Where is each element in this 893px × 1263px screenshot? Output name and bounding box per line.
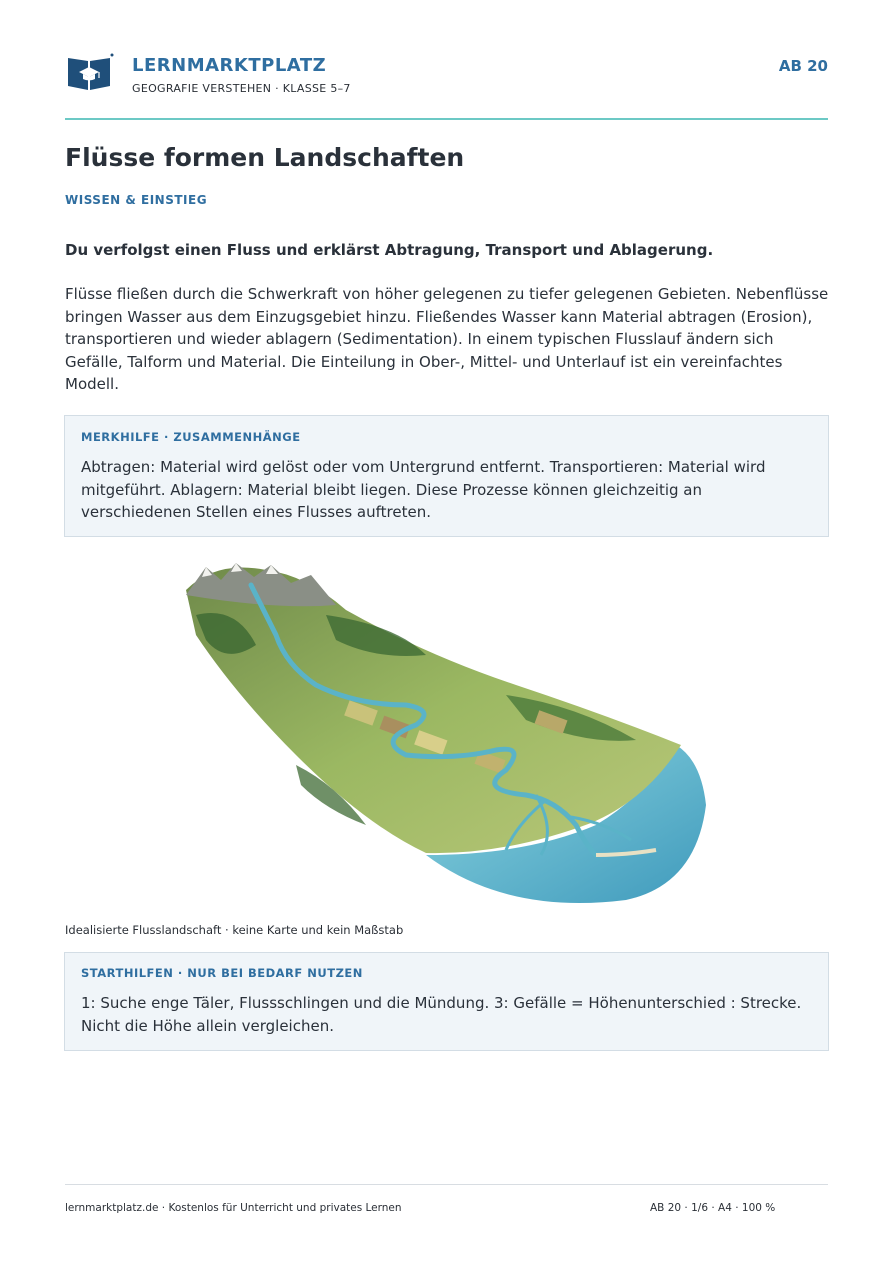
header-divider <box>65 118 828 120</box>
brand-name: LERNMARKTPLATZ <box>132 55 327 76</box>
page-title: Flüsse formen Landschaften <box>65 143 465 172</box>
footer-divider <box>65 1184 828 1185</box>
section-label: WISSEN & EINSTIEG <box>65 193 208 207</box>
intro-paragraph: Flüsse fließen durch die Schwerkraft von höher gelegenen zu tiefer gelegenen Gebieten. Nebenflüsse bringen Wasser aus dem Einzugsgebiet hinzu. Fließendes Wasser kann Material abtragen (Erosion), transportieren und wieder ablagern (Sedimentation). In einem typischen Flusslauf ändern sich Gefälle, Talform und Material. Die Einteilung in Ober-, Mittel- und Unterlauf ist ein vereinfachtes Modell. <box>65 285 829 393</box>
figure-caption: Idealisierte Flusslandschaft · keine Karte und kein Maßstab <box>65 923 404 937</box>
book-cap-logo-icon <box>66 52 114 92</box>
starthilfen-label: STARTHILFEN · NUR BEI BEDARF NUTZEN <box>81 966 363 980</box>
merkhilfe-box <box>64 415 829 537</box>
brand-subtitle: GEOGRAFIE VERSTEHEN · KLASSE 5–7 <box>132 82 351 95</box>
merkhilfe-text: Abtragen: Material wird gelöst oder vom Untergrund entfernt. Transportieren: Material wird mitgeführt. Ablagern: Material bleibt liegen. Diese Prozesse können gleichzeitig an verschiedenen Stellen eines Flusses auftreten. <box>81 458 766 521</box>
sheet-code: AB 20 <box>778 57 828 75</box>
merkhilfe-label: MERKHILFE · ZUSAMMENHÄNGE <box>81 430 301 444</box>
river-landscape-illustration <box>176 555 716 915</box>
footer-site: lernmarktplatz.de · Kostenlos für Unterricht und privates Lernen <box>65 1202 402 1214</box>
footer-page-info: AB 20 · 1/6 · A4 · 100 % <box>650 1202 776 1214</box>
lead-sentence: Du verfolgst einen Fluss und erklärst Abtragung, Transport und Ablagerung. <box>65 241 714 259</box>
starthilfen-box <box>64 952 829 1051</box>
starthilfen-text: 1: Suche enge Täler, Flussschlingen und die Mündung. 3: Gefälle = Höhenunterschied : Strecke. Nicht die Höhe allein vergleichen. <box>81 994 802 1035</box>
